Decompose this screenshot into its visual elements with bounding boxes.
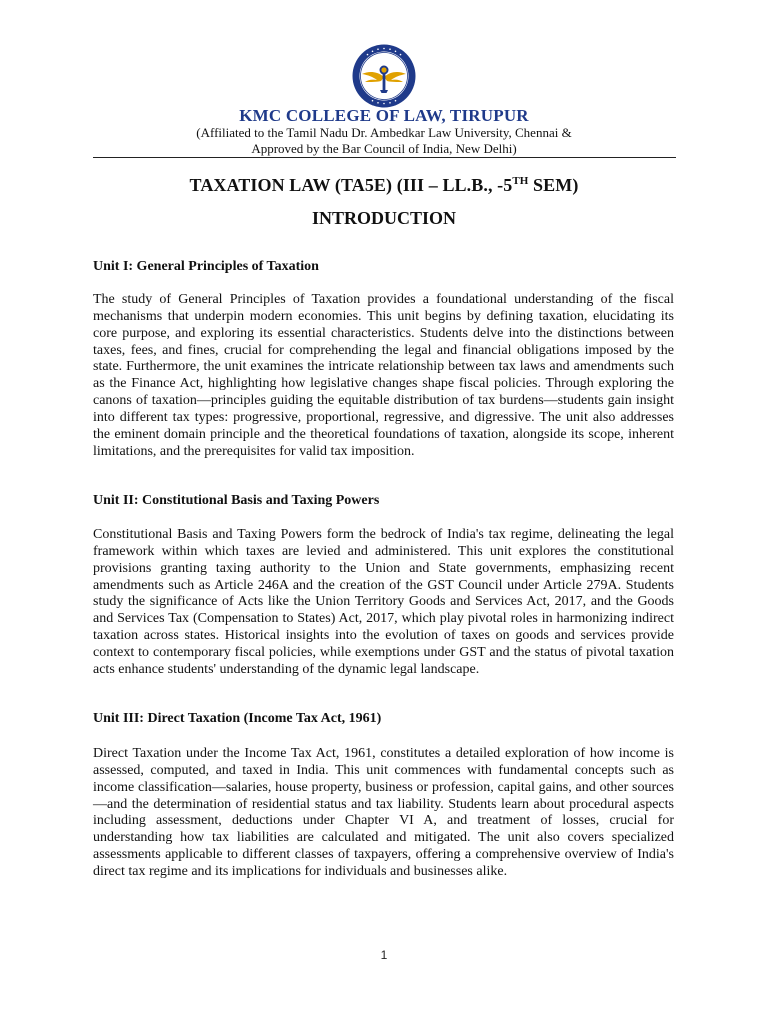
- affiliation-line-1: (Affiliated to the Tamil Nadu Dr. Ambedkar Law University, Chennai &: [196, 125, 572, 140]
- unit-1-paragraph: The study of General Principles of Taxation provides a foundational understanding of the fiscal mechanisms that underpin modern economies. This unit begins by defining taxation, elucidating its core purpose, and exploring its essential characteristics. Students delve into the distinctions between taxes, fees, and fines, crucial for comprehending the legal and financial obligations imposed by the state. Furthermore, the unit examines the intricate relationship between tax laws and amendments such as the Finance Act, highlighting how legislative changes shape fiscal policies. Through exploring the canons of taxation—principles guiding the equitable distribution of tax burdens—students gain insight into different tax types: progressive, proportional, regressive, and digressive. The unit also addresses the eminent domain principle and the theoretical foundations of taxation, alongside its scope, inherent limitations, and the prerequisites for valid tax imposition.: [93, 292, 674, 459]
- affiliation-text: [0, 125, 768, 156]
- header-divider: [93, 157, 676, 158]
- unit-3-heading: Unit III: Direct Taxation (Income Tax Act, 1961): [93, 711, 382, 726]
- affiliation-line-2: Approved by the Bar Council of India, New Delhi): [251, 140, 517, 156]
- document-title: [0, 175, 768, 196]
- unit-1-heading: Unit I: General Principles of Taxation: [93, 259, 319, 274]
- unit-2-heading: Unit II: Constitutional Basis and Taxing Powers: [93, 493, 380, 508]
- page-number: 1: [380, 948, 388, 962]
- title-main: TAXATION LAW (TA5E) (III – LL.B., -5: [189, 175, 513, 195]
- college-name: KMC COLLEGE OF LAW, TIRUPUR: [239, 106, 529, 125]
- college-seal-icon: [351, 43, 417, 109]
- unit-3-paragraph: Direct Taxation under the Income Tax Act, 1961, constitutes a detailed exploration of how income is assessed, computed, and taxed in India. This unit commences with fundamental concepts such as income classification—salaries, house property, business or profession, capital gains, and other sources—and the determination of residential status and tax liability. Students learn about procedural aspects including assessment, deductions under Chapter VI A, and treatment of losses, crucial for understanding how tax liabilities are calculated and mitigated. The unit also covers specialized assessments applicable to different classes of taxpayers, offering a comprehensive overview of India's direct tax regime and its implications for individuals and businesses alike.: [93, 746, 674, 879]
- document-subtitle: INTRODUCTION: [311, 208, 457, 228]
- title-suffix: SEM): [528, 175, 579, 195]
- title-superscript: TH: [512, 175, 529, 187]
- college-logo: [351, 43, 417, 109]
- unit-2-paragraph: Constitutional Basis and Taxing Powers form the bedrock of India's tax regime, delineating the legal framework within which taxes are levied and administered. This unit explores the constitutional provisions granting taxing authority to the Union and State governments, emphasizing recent amendments such as Article 246A and the creation of the GST Council under Article 279A. Students study the significance of Acts like the Union Territory Goods and Services Act, 2017, and the Goods and Services Tax (Compensation to States) Act, 2017, which play pivotal roles in harmonizing indirect taxation across states. Historical insights into the evolution of taxes on goods and services provide context to contemporary fiscal policies, while exemptions under GST and the status of pivotal taxation acts enhance students' understanding of the dynamic legal landscape.: [93, 527, 674, 677]
